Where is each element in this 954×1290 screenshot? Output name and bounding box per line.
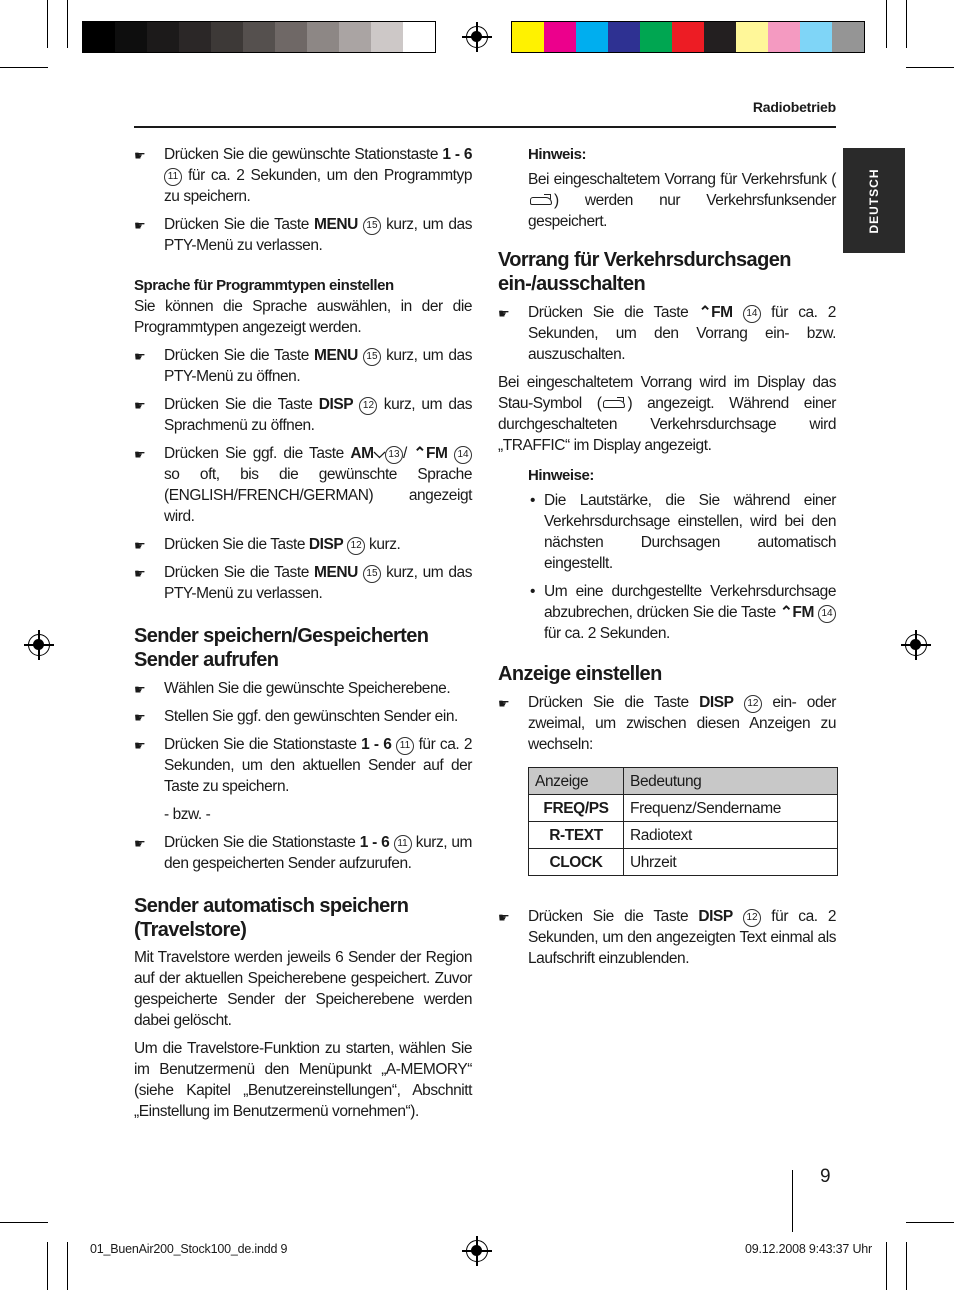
process-color-bar [511, 21, 865, 53]
color-swatch [832, 22, 864, 52]
alternative-separator: - bzw. - [164, 806, 211, 823]
left-column [134, 144, 472, 1122]
pointing-hand-icon: ☛ [498, 696, 510, 711]
grayscale-color-bar [82, 21, 436, 53]
arrow-up-icon: ⌃ [413, 445, 426, 462]
pointing-hand-icon: ☛ [134, 710, 146, 725]
paragraph: Bei eingeschaltetem Vorrang wird im Display das Stau-Symbol ( ) angezeigt. Während einer durchgeschalteten Verkehrsdurchsage wird „TRAFFIC“ im Display angezeigt. [498, 374, 836, 454]
color-swatch [307, 22, 339, 52]
list-item: ☛ Drücken Sie die gewünschte Stationstaste 1 - 6 11 für ca. 2 Sekunden, um den Programmtyp zu speichern. [134, 146, 473, 205]
key-number-badge: 15 [363, 565, 381, 583]
key-number-badge: 11 [394, 835, 412, 853]
color-swatch [115, 22, 147, 52]
section-heading: Vorrang für Verkehrsdurchsagen ein-/ausschalten [498, 249, 791, 295]
subheading: Sprache für Programmtypen einstellen [134, 277, 394, 294]
crop-mark [906, 67, 954, 68]
color-swatch [339, 22, 371, 52]
crop-mark [886, 1242, 887, 1290]
arrow-up-icon: ⌃ [698, 304, 712, 321]
paragraph: Sie können die Sprache auswählen, in der die Programmtypen angezeigt werden. [134, 298, 472, 336]
pointing-hand-icon: ☛ [134, 447, 146, 462]
arrow-up-icon: ⌃ [779, 604, 793, 621]
crop-mark [67, 1242, 68, 1290]
pointing-hand-icon: ☛ [498, 910, 510, 925]
registration-mark-icon [905, 634, 927, 656]
pointing-hand-icon: ☛ [134, 349, 146, 364]
note-label: Hinweis: [528, 146, 587, 163]
color-swatch [640, 22, 672, 52]
pointing-hand-icon: ☛ [134, 218, 146, 233]
color-swatch [211, 22, 243, 52]
list-item: • Die Lautstärke, die Sie während einer Verkehrsdurchsage einstellen, wird bei den nächsten Durchsagen automatisch eingestellt. [530, 492, 836, 572]
key-number-badge: 12 [743, 909, 761, 927]
paragraph: Mit Travelstore werden jeweils 6 Sender der Region auf der aktuellen Speicherebene gespeichert. Zuvor gespeicherte Sender der Speicherebene werden dabei gelöscht. [134, 949, 472, 1029]
crop-mark [47, 1242, 48, 1290]
key-number-badge: 14 [818, 605, 836, 623]
color-swatch [371, 22, 403, 52]
crop-mark [47, 0, 48, 48]
color-swatch [768, 22, 800, 52]
key-number-badge: 14 [743, 305, 761, 323]
list-item: ☛ Drücken Sie die Taste MENU 15 kurz, um das PTY-Menü zu verlassen. [134, 216, 472, 254]
key-number-badge: 12 [744, 695, 762, 713]
pointing-hand-icon: ☛ [134, 538, 146, 553]
list-item: ☛ Drücken Sie die Stationstaste 1 - 6 11 für ca. 2 Sekunden, um den aktuellen Sender auf der Taste zu speichern. [134, 736, 473, 795]
color-swatch [243, 22, 275, 52]
footer-filename: 01_BuenAir200_Stock100_de.indd 9 [90, 1242, 288, 1256]
arrow-down-icon: ⌵ [373, 445, 385, 462]
color-swatch [576, 22, 608, 52]
list-item: ☛ Drücken Sie ggf. die Taste AM⌵ 13 / ⌃FM 14 so oft, bis die gewünschte Sprache (ENGLISH/FRENCH/GERMAN) angezeigt wird. [134, 445, 472, 525]
pointing-hand-icon: ☛ [134, 836, 146, 851]
key-number-badge: 11 [396, 737, 414, 755]
color-swatch [736, 22, 768, 52]
key-number-badge: 15 [363, 217, 381, 235]
table-header: Anzeige [529, 768, 624, 795]
color-swatch [704, 22, 736, 52]
traffic-jam-icon [601, 397, 627, 409]
table-cell: Frequenz/Sendername [624, 795, 838, 822]
table-row [529, 795, 838, 822]
traffic-jam-icon [528, 194, 554, 206]
page-number-divider [792, 1170, 793, 1232]
pointing-hand-icon: ☛ [134, 566, 146, 581]
key-number-badge: 11 [164, 168, 182, 186]
table-cell: R-TEXT [529, 822, 624, 849]
table-cell: Uhrzeit [624, 849, 838, 876]
list-item: ☛ Wählen Sie die gewünschte Speicherebene. [134, 678, 472, 699]
registration-mark-icon [28, 634, 50, 656]
table-row [529, 822, 838, 849]
section-heading: Anzeige einstellen [498, 663, 662, 685]
color-swatch [672, 22, 704, 52]
right-column [498, 144, 836, 976]
table-row [529, 849, 838, 876]
crop-mark [886, 0, 887, 48]
color-swatch [403, 22, 435, 52]
list-item: ☛ Drücken Sie die Stationstaste 1 - 6 11 kurz, um den gespeicherten Sender aufzurufen. [134, 834, 473, 872]
note-label: Hinweise: [528, 467, 594, 484]
key-number-badge: 14 [454, 446, 472, 464]
color-swatch [512, 22, 544, 52]
color-swatch [179, 22, 211, 52]
table-cell: CLOCK [529, 849, 624, 876]
table-header: Bedeutung [624, 768, 838, 795]
list-item: ☛ Drücken Sie die Taste DISP 12 ein- oder zweimal, um zwischen diesen Anzeigen zu wechseln: [498, 694, 837, 753]
list-item: ☛ Drücken Sie die Taste DISP 12 kurz. [134, 534, 472, 555]
crop-mark [906, 1222, 954, 1223]
list-item: ☛ Drücken Sie die Taste DISP 12 kurz, um das Sprachmenü zu öffnen. [134, 396, 473, 434]
pointing-hand-icon: ☛ [134, 682, 146, 697]
pointing-hand-icon: ☛ [134, 398, 146, 413]
color-swatch [275, 22, 307, 52]
section-heading: Sender automatisch speichern (Travelstore) [134, 895, 409, 941]
crop-mark [67, 0, 68, 48]
display-modes-table [528, 767, 838, 876]
pointing-hand-icon: ☛ [134, 148, 146, 163]
crop-mark [906, 0, 907, 48]
list-item: ☛ Drücken Sie die Taste MENU 15 kurz, um das PTY-Menü zu öffnen. [134, 347, 472, 385]
crop-mark [0, 67, 48, 68]
list-item: ☛ Drücken Sie die Taste DISP 12 für ca. 2 Sekunden, um den angezeigten Text einmal als Laufschrift einzublenden. [498, 908, 837, 967]
key-number-badge: 12 [359, 397, 377, 415]
paragraph: Um die Travelstore-Funktion zu starten, wählen Sie im Benutzermenü den Menüpunkt „A-MEMORY“ (siehe Kapitel „Benutzereinstellungen“, Abschnitt „Einstellung im Benutzermenü vornehmen“). [134, 1040, 472, 1120]
table-cell: FREQ/PS [529, 795, 624, 822]
section-title: Radiobetrieb [752, 99, 836, 115]
table-cell: Radiotext [624, 822, 838, 849]
registration-mark-icon [466, 1240, 488, 1262]
color-swatch [608, 22, 640, 52]
color-swatch [544, 22, 576, 52]
key-number-badge: 13 [385, 446, 403, 464]
crop-mark [906, 1242, 907, 1290]
color-swatch [83, 22, 115, 52]
pointing-hand-icon: ☛ [498, 306, 510, 321]
header-divider [134, 126, 836, 128]
note-text: Bei eingeschaltetem Vorrang für Verkehrsfunk () werden nur Verkehrsfunksender gespeichert. [528, 171, 836, 230]
list-item: • Um eine durchgestellte Verkehrsdurchsage abzubrechen, drücken Sie die Taste ⌃FM 14 für ca. 2 Sekunden. [530, 583, 836, 642]
page-number: 9 [820, 1166, 831, 1187]
list-item: ☛ Stellen Sie ggf. den gewünschten Sender ein. [134, 706, 472, 727]
language-tab-label: DEUTSCH [867, 167, 881, 234]
color-swatch [147, 22, 179, 52]
language-tab [843, 148, 905, 253]
table-header-row [529, 768, 838, 795]
key-number-badge: 12 [347, 537, 365, 555]
crop-mark [0, 1222, 48, 1223]
registration-mark-icon [466, 26, 488, 48]
list-item: ☛ Drücken Sie die Taste ⌃FM 14 für ca. 2 Sekunden, um den Vorrang ein- bzw. auszuschalten. [498, 304, 836, 363]
key-number-badge: 15 [363, 348, 381, 366]
footer-timestamp: 09.12.2008 9:43:37 Uhr [745, 1242, 872, 1256]
color-swatch [800, 22, 832, 52]
pointing-hand-icon: ☛ [134, 738, 146, 753]
list-item: ☛ Drücken Sie die Taste MENU 15 kurz, um das PTY-Menü zu verlassen. [134, 564, 472, 602]
section-heading: Sender speichern/Gespeicherten Sender aufrufen [134, 625, 429, 671]
